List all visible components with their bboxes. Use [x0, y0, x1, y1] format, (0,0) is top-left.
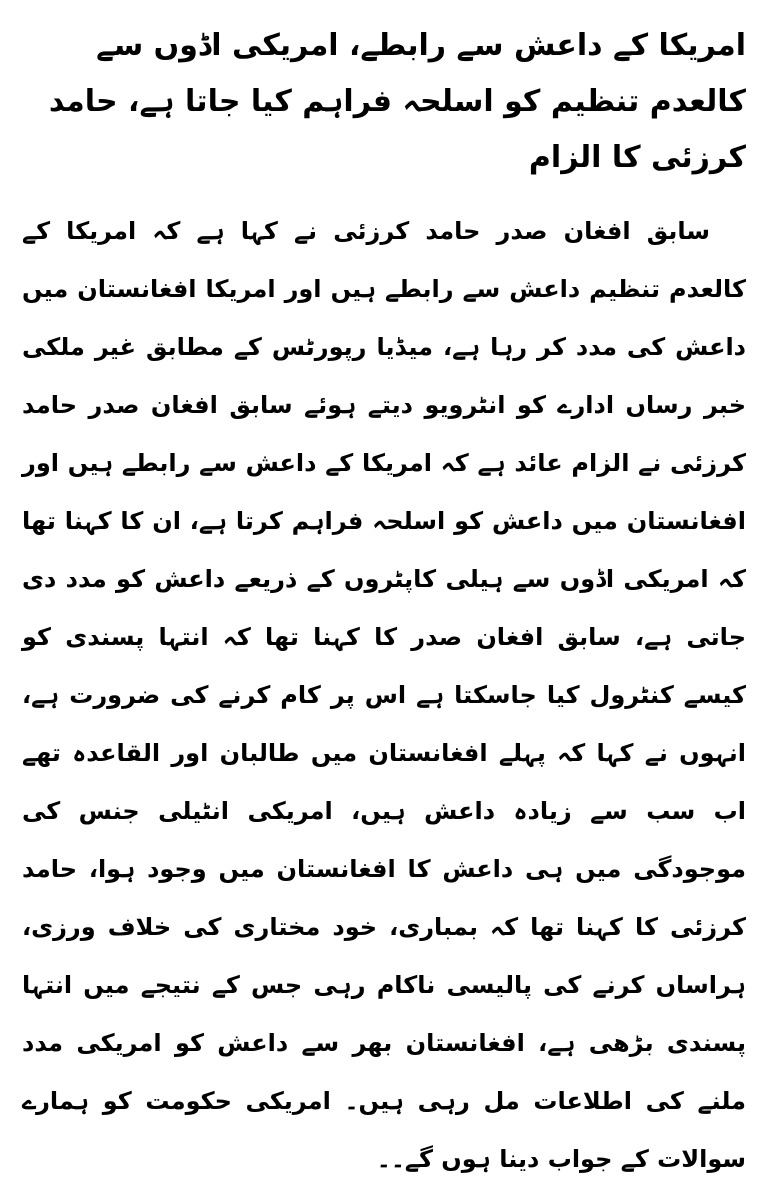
article-headline: امریکا کے داعش سے رابطے، امریکی اڈوں سے کالعدم تنظیم کو اسلحہ فراہم کیا جاتا ہے، حامد کرزئی کا الزام: [48, 28, 746, 175]
article-body: سابق افغان صدر حامد کرزئی نے کہا ہے کہ امریکا کے کالعدم تنظیم داعش سے رابطے ہیں اور امریکا افغانستان میں داعش کی مدد کر رہا ہے، میڈیا رپورٹس کے مطابق غیر ملکی خبر رساں ادارے کو انٹرویو دیتے ہوئے سابق افغان صدر حامد کرزئی نے الزام عائد ہے کہ امریکا کے داعش سے رابطے ہیں اور افغانستان میں داعش کو اسلحہ فراہم کرتا ہے، ان کا کہنا تھا کہ امریکی اڈوں سے ہیلی کاپٹروں کے ذریعے داعش کو مدد دی جاتی ہے، سابق افغان صدر کا کہنا تھا کہ انتہا پسندی کو کیسے کنٹرول کیا جاسکتا ہے اس پر کام کرنے کی ضرورت ہے، انہوں نے کہا کہ پہلے افغانستان میں طالبان اور القاعدہ تھے اب سب سے زیادہ داعش ہیں، امریکی انٹیلی جنس کی موجودگی میں ہی داعش کا افغانستان میں وجود ہوا، حامد کرزئی کا کہنا تھا کہ بمباری، خود مختاری کی خلاف ورزی، ہراساں کرنے کی پالیسی ناکام رہی جس کے نتیجے میں انتہا پسندی بڑھی ہے، افغانستان بھر سے داعش کو امریکی مدد ملنے کی اطلاعات مل رہی ہیں۔ امریکی حکومت کو ہمارے سوالات کے جواب دینا ہوں گے۔۔: [22, 217, 746, 1173]
